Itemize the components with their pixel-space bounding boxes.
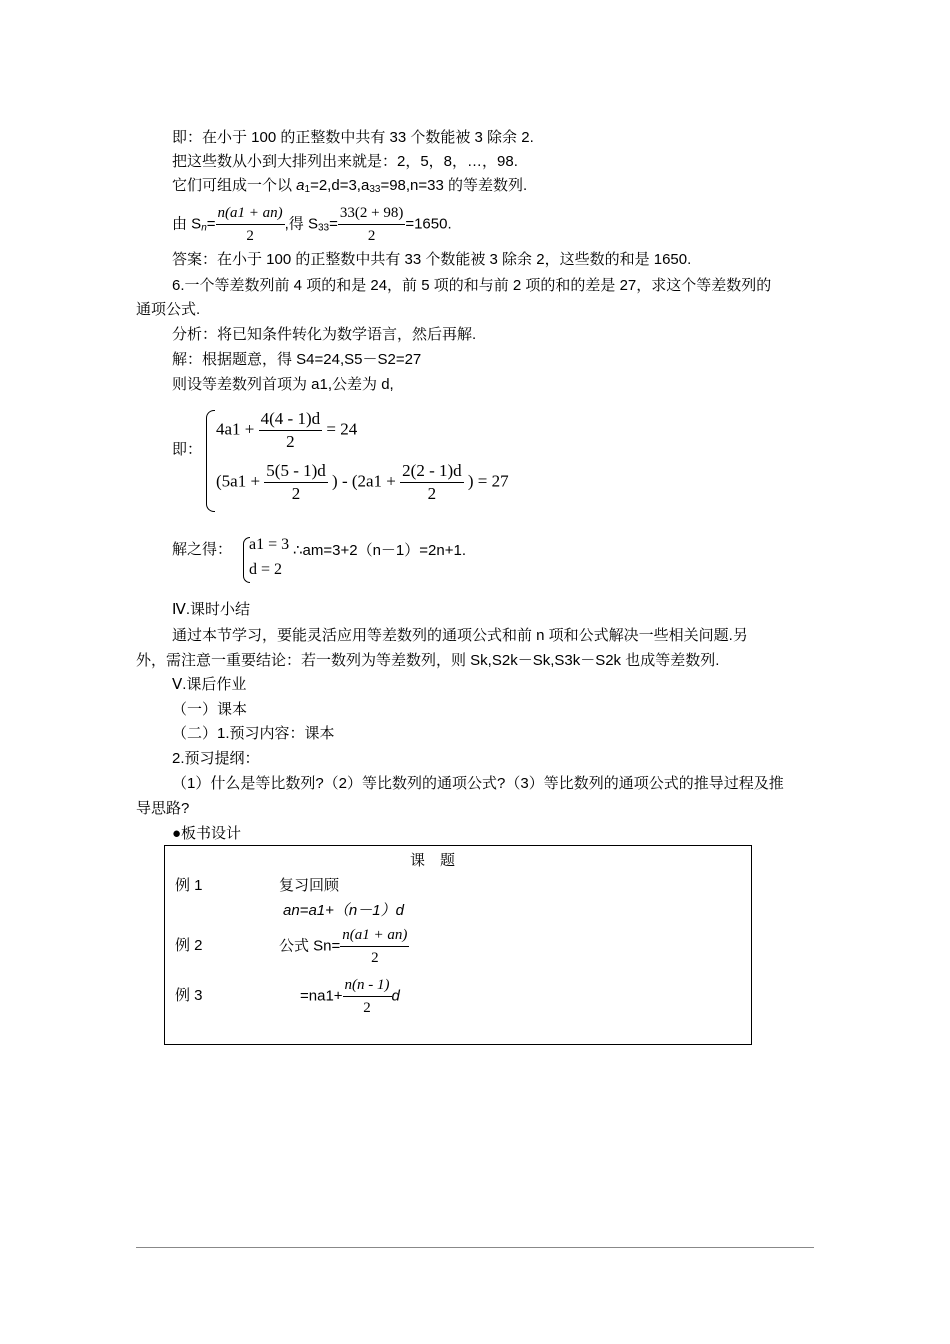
heading-homework: Ⅴ.课后作业 [172,676,247,693]
eq2-mid: ) - (2a1 + [332,471,396,491]
board-review: 复习回顾 [279,877,340,894]
line-remainder-count: 即：在小于 100 的正整数中共有 33 个数能被 3 除余 2. [172,129,534,146]
fraction-sn-den: 2 [246,228,254,244]
board-design-box [164,845,752,1045]
line-questions-b: 导思路? [136,800,190,817]
board-formula3-pre: =na1+ [300,987,343,1005]
solution-general-term: ∴am=3+2（n－1）=2n+1. [293,542,466,559]
board-formula2-den: 2 [371,950,379,966]
line-sum-formula: 由 $S_n=$ $\frac{n(a1 + an)}{2}$ ,得 $S_{33}=$ $\frac{33(2 + 98)}{2}$ =1650. [172,202,452,250]
board-formula-general-term: an=a1+（n－1）d [283,902,404,919]
eq2-num2: 2(2 - 1)d [400,460,463,483]
text-l4-post: =1650. [405,215,452,233]
board-formula-sum [279,924,409,969]
eq2-num: 5(5 - 1)d [264,460,327,483]
board-example-2: 例 2 [175,937,203,954]
text-l3-vals: =2,d=3,a [310,177,370,194]
label-ji: 即： [172,441,203,458]
solution-d: d = 2 [249,561,283,578]
text-l4-mid: ,得 S [284,215,318,233]
equation-1 [216,408,357,453]
heading-summary: Ⅳ.课时小结 [172,601,251,618]
eq1-rhs: = 24 [326,419,358,439]
board-example-1: 例 1 [175,877,203,894]
eq1-den: 2 [286,432,295,451]
heading-board-design: ●板书设计 [172,825,242,842]
board-formula3-num: n(n - 1) [343,974,392,997]
line-textbook: （一）课本 [172,701,248,718]
eq2-fraction-1 [264,460,327,505]
line-problem-6a: 6.一个等差数列前 4 项的和是 24，前 5 项的和与前 2 项的和的差是 27，求这个等差数列的 [172,277,772,294]
eq1-num: 4(4 - 1)d [259,408,322,431]
board-formula-sum-alt [300,974,400,1019]
line-solution-given: 解：根据题意，得 S4=24,S5－S2=27 [172,351,422,368]
fraction-sn-num: n(a1 + an) [216,202,285,225]
line-assume: 则设等差数列首项为 a1,公差为 d, [172,376,394,393]
eq2-rhs: ) = 27 [467,471,509,491]
board-formula2-fraction [340,924,409,969]
line-summary-a: 通过本节学习，要能灵活应用等差数列的通项公式和前 n 项和公式解决一些相关问题.另 [172,627,748,644]
fraction-sn [216,202,285,247]
equation-2 [216,460,509,505]
board-formula3-post: d [391,987,400,1005]
label-solve: 解之得： [172,541,233,558]
fraction-s33-num: 33(2 + 98) [338,202,405,225]
line-problem-6b: 通项公式. [136,301,201,318]
line-arithmetic-sequence: 它们可组成一个以 $a_1=2,d=3,a_{33}=98,n=33$ 的等差数列. [172,177,528,195]
text-l3-pre: 它们可组成一个以 [172,177,297,194]
solution-a1: a1 = 3 [249,536,290,553]
line-analysis: 分析：将已知条件转化为数学语言，然后再解. [172,326,477,343]
board-example-3: 例 3 [175,987,203,1004]
eq1-a: 4a1 + [216,419,255,439]
board-formula2-label: 公式 Sn= [279,937,341,955]
line-sequence-list: 把这些数从小到大排列出来就是：2，5，8，…，98. [172,153,518,170]
eq2-den2: 2 [427,484,437,503]
eq2-fraction-2 [400,460,463,505]
var-a: a [296,177,305,194]
fraction-s33-den: 2 [367,228,376,244]
line-answer: 答案：在小于 100 的正整数中共有 33 个数能被 3 除余 2，这些数的和是 1650. [172,251,692,268]
line-questions-a: （1）什么是等比数列?（2）等比数列的通项公式?（3）等比数列的通项公式的推导过程及推 [172,775,784,792]
board-formula3-fraction [343,974,392,1019]
line-preview-outline: 2.预习提纲： [172,750,260,767]
board-title: 课 题 [410,852,456,869]
eq1-fraction [259,408,322,453]
footer-divider [136,1247,814,1248]
board-formula3-den: 2 [363,1000,371,1016]
system-brace [206,410,215,512]
line-summary-b: 外，需注意一重要结论：若一数列为等差数列，则 Sk,S2k－Sk,S3k－S2k 也成等差数列. [136,652,720,669]
eq2-a: (5a1 + [216,471,261,491]
line-preview: （二）1.预习内容：课本 [172,725,335,742]
fraction-s33 [338,202,405,247]
text-l4-pre: 由 S [172,215,202,233]
board-formula2-num: n(a1 + an) [340,924,409,947]
text-l3-post: =98,n=33 的等差数列. [380,177,528,194]
eq2-den: 2 [291,484,301,503]
